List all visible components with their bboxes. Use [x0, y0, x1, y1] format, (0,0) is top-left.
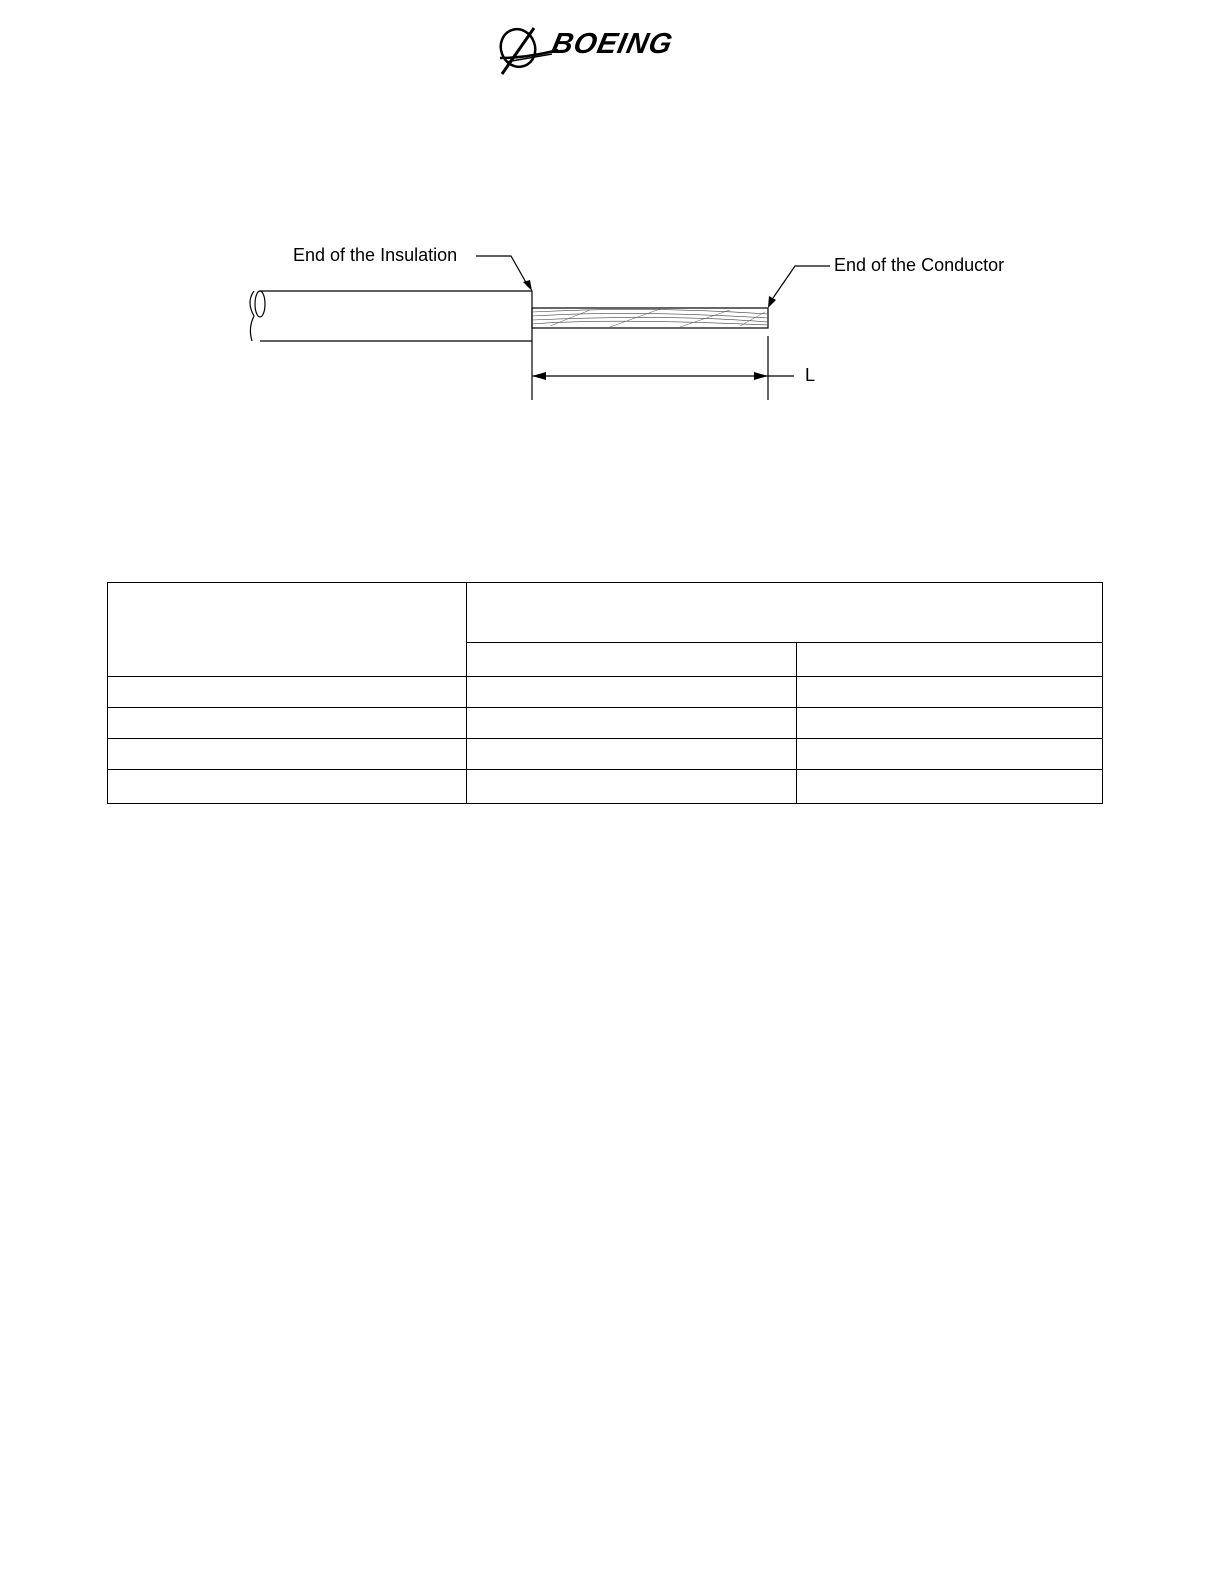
table-cell	[467, 770, 797, 804]
boeing-wordmark: BOEING	[548, 28, 676, 60]
table-cell	[108, 770, 467, 804]
table-header-cell	[467, 583, 1103, 643]
strip-length-table	[107, 582, 1103, 804]
conductor	[532, 308, 768, 328]
boeing-logo	[496, 20, 728, 76]
table-header-row	[108, 583, 1103, 643]
table-cell	[797, 739, 1103, 770]
table-row	[108, 770, 1103, 804]
table-header-cell	[108, 583, 467, 677]
table-row	[108, 739, 1103, 770]
table-subheader-cell	[797, 643, 1103, 677]
dimension-label: L	[805, 365, 816, 385]
table-cell	[797, 770, 1103, 804]
table-row	[108, 708, 1103, 739]
table-subheader-cell	[467, 643, 797, 677]
table-cell	[467, 708, 797, 739]
conductor-end-label: End of the Conductor	[834, 255, 1015, 276]
insulation-end-label: End of the Insulation	[293, 245, 458, 265]
table-row	[108, 677, 1103, 708]
table-cell	[797, 677, 1103, 708]
table-cell	[467, 739, 797, 770]
table-cell	[467, 677, 797, 708]
wire-strip-figure	[230, 230, 1030, 410]
table-cell	[108, 708, 467, 739]
table-cell	[108, 677, 467, 708]
table-cell	[797, 708, 1103, 739]
table-cell	[108, 739, 467, 770]
